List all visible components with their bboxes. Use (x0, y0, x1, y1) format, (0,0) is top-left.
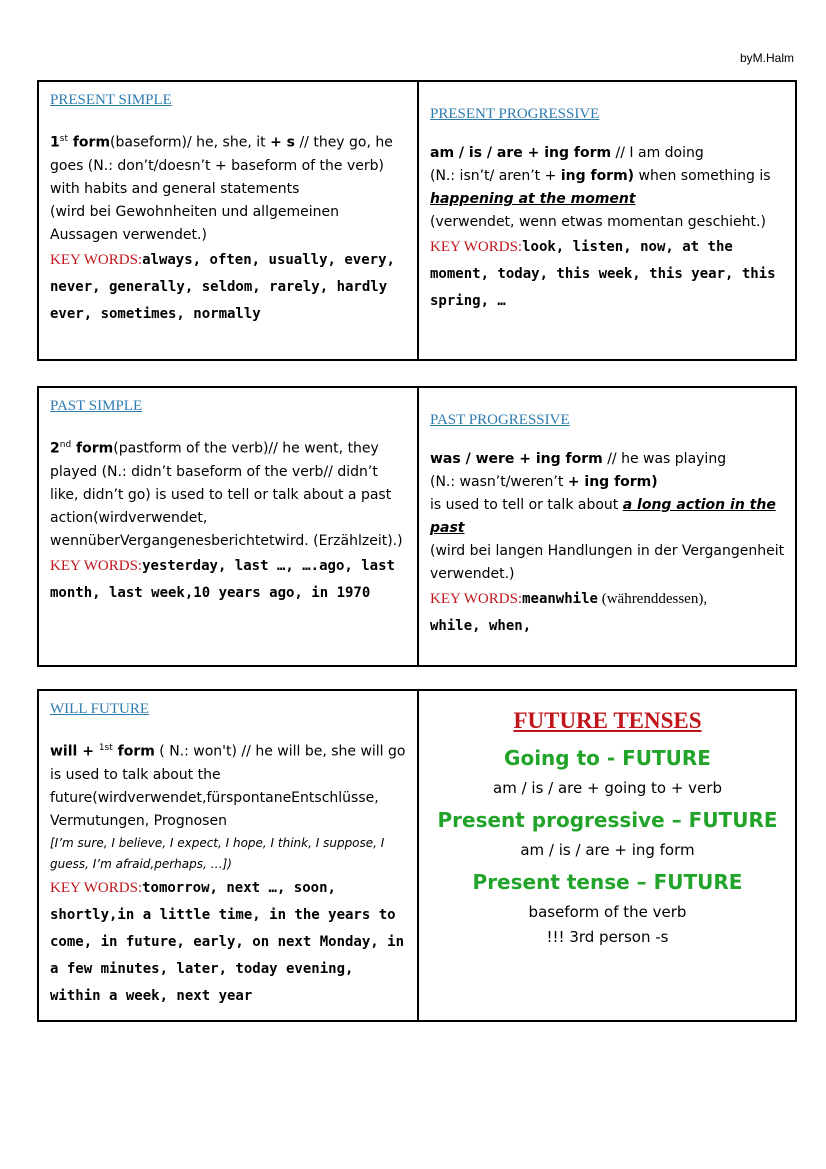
present-simple-heading: PRESENT SIMPLE (50, 92, 172, 108)
present-tenses-table (37, 80, 797, 361)
present-progressive-heading: PRESENT PROGRESSIVE (430, 106, 600, 122)
past-progressive-negation: (N.: wasn’t/weren’t + ing form) (430, 474, 658, 490)
present-tense-future-heading: Present tense – FUTURE (472, 870, 743, 894)
present-progressive-future-formula: am / is / are + ing form (520, 841, 695, 859)
going-to-future-heading: Going to - FUTURE (504, 746, 711, 770)
past-simple-cell (39, 388, 417, 665)
future-tenses-title: FUTURE TENSES (513, 708, 702, 733)
future-tenses-table (37, 689, 797, 1022)
present-progressive-usage: happening at the moment (430, 191, 636, 207)
present-progressive-cell (417, 82, 795, 359)
present-simple-rule: 1st form(baseform)/ he, she, it + s // they go, he goes (N.: don’t/doesn’t + baseform of the verb) with habits and general statements (50, 134, 393, 197)
future-tenses-summary-cell (417, 691, 795, 1020)
will-future-keywords: KEY WORDS:tomorrow, next …, soon, shortly,in a little time, in the years to come, in future, early, on next Monday, in a few minutes, later, today evening, within a week, next year (50, 879, 405, 1004)
present-progressive-german: (verwendet, wenn etwas momentan geschieht.) (430, 214, 766, 230)
past-progressive-keywords: KEY WORDS:meanwhile (währenddessen), while, when, (430, 591, 708, 634)
past-simple-heading: PAST SIMPLE (50, 398, 143, 414)
present-simple-keywords: KEY WORDS:always, often, usually, every, never, generally, seldom, rarely, hardly ever, sometimes, normally (50, 251, 395, 322)
will-future-examples: [I’m sure, I believe, I expect, I hope, I think, I suppose, I guess, I’m afraid,perhaps, …]) (50, 835, 385, 871)
will-future-heading: WILL FUTURE (50, 701, 150, 717)
past-tenses-table (37, 386, 797, 667)
present-simple-german: (wird bei Gewohnheiten und allgemeinen Aussagen verwendet.) (50, 203, 339, 243)
past-progressive-usage: is used to tell or talk about a long action in the past (430, 497, 776, 536)
past-progressive-heading: PAST PROGRESSIVE (430, 412, 570, 428)
going-to-future-formula: am / is / are + going to + verb (493, 779, 722, 797)
present-progressive-rule: am / is / are + ing form // I am doing (430, 145, 704, 161)
past-progressive-cell (417, 388, 795, 665)
past-simple-rule: 2nd form(pastform of the verb)// he went, they played (N.: didn’t baseform of the verb// didn’t like, didn’t go) is used to tell or talk about a past action(wirdverwendet, wennüberVergangenesberichtetwird. (Erzählzeit).) (50, 440, 403, 549)
present-progressive-negation: (N.: isn’t/ aren’t + ing form) when something is (430, 168, 771, 184)
present-tense-future-formula: baseform of the verb (528, 903, 687, 921)
will-future-rule: will + $^{1st}$ form ( N.: won't) // he will be, she will go is used to talk about the future(wirdverwendet,fürspontaneEntschlüsse, Vermutungen, Prognosen (50, 743, 406, 829)
present-progressive-future-heading: Present progressive – FUTURE (437, 808, 778, 832)
past-progressive-rule: was / were + ing form // he was playing (430, 451, 727, 467)
third-person-note: !!! 3rd person -s (546, 928, 669, 946)
present-simple-cell (39, 82, 417, 359)
past-simple-keywords: KEY WORDS:yesterday, last …, ….ago, last month, last week,10 years ago, in 1970 (50, 557, 395, 601)
will-future-cell (39, 691, 417, 1020)
past-progressive-german: (wird bei langen Handlungen in der Vergangenheit verwendet.) (430, 543, 785, 582)
author-credit: byM.Halm (739, 51, 794, 65)
present-progressive-keywords: KEY WORDS:look, listen, now, at the moment, today, this week, this year, this spring, … (430, 239, 776, 309)
